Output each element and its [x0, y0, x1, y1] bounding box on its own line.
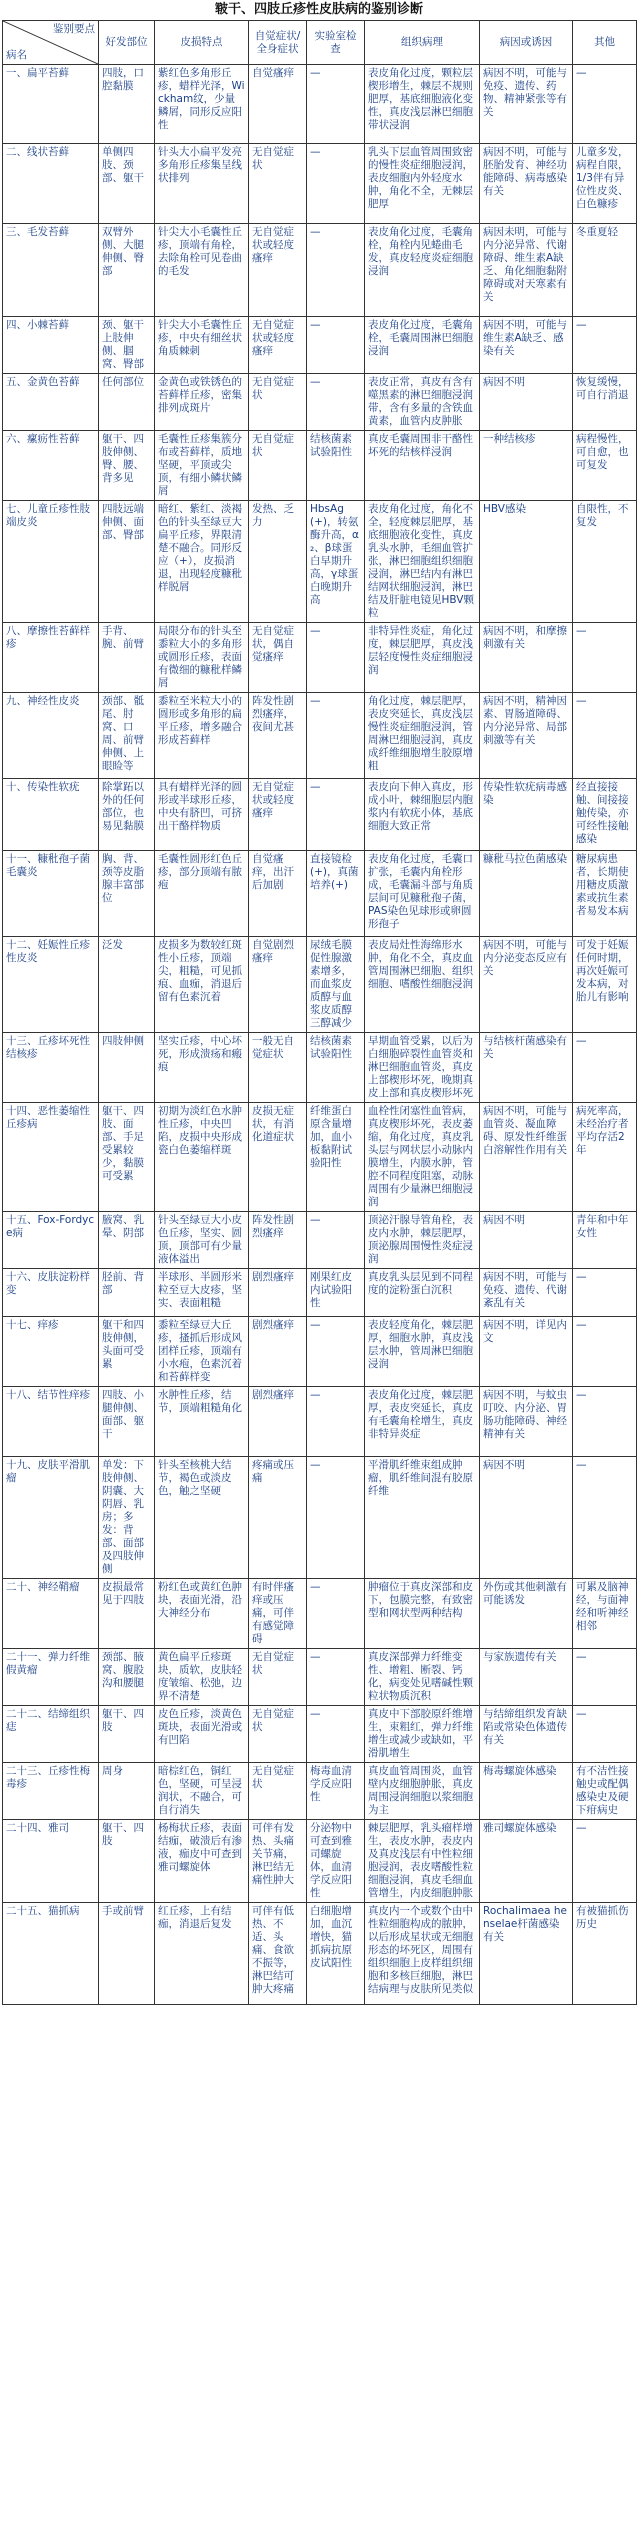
- cause-cell: 病因不明，与蚊虫叮咬、内分泌、胃肠功能障碍、神经精神有关: [480, 1387, 573, 1457]
- column-header: 皮损特点: [155, 21, 249, 65]
- table-row: [3, 1212, 637, 1269]
- cause-cell: 与结核杆菌感染有关: [480, 1033, 573, 1103]
- disease-name-cell: 二十三、丘疹性梅毒疹: [3, 1763, 99, 1820]
- other-cell: 儿童多发，病程自限，1/3伴有异位性皮炎、白色糠疹: [573, 144, 637, 224]
- lesion-cell: 暗红、紫红、淡褐色的针头至绿豆大扁平丘疹，界限清楚不融合。同形反应（+），皮损消退，出现轻度糠秕样脱屑: [155, 501, 249, 623]
- other-cell: —: [573, 1649, 637, 1706]
- pathology-cell: 表皮角化过度，棘层肥厚，表皮突延长，真皮有毛囊角栓增生，真皮非特异炎症: [365, 1387, 480, 1457]
- symptom-cell: 一般无自觉症状: [249, 1033, 307, 1103]
- disease-name-cell: 十六、皮肤淀粉样变: [3, 1269, 99, 1317]
- site-cell: 四肢伸侧: [99, 1033, 155, 1103]
- pathology-cell: 表皮角化过度，毛囊角栓，角栓内见蜷曲毛发，真皮轻度炎症细胞浸润: [365, 224, 480, 317]
- symptom-cell: 剧烈瘙痒: [249, 1317, 307, 1387]
- symptom-cell: 无自觉症状: [249, 1649, 307, 1706]
- cause-cell: 雅司螺旋体感染: [480, 1820, 573, 1903]
- table-row: [3, 144, 637, 224]
- pathology-cell: 乳头下层血管周围致密的慢性炎症细胞浸润，表皮细胞内外轻度水肿，角化不全，无棘层肥厚: [365, 144, 480, 224]
- symptom-cell: 无自觉症状，偶自觉瘙痒: [249, 623, 307, 693]
- disease-name-cell: 三、毛发苔藓: [3, 224, 99, 317]
- table-row: [3, 1103, 637, 1212]
- lesion-cell: 紫红色多角形丘疹，蜡样光泽，Wickham纹，少量鳞屑，同形反应阳性: [155, 65, 249, 144]
- cause-cell: 外伤或其他刺激有可能诱发: [480, 1579, 573, 1649]
- table-row: [3, 501, 637, 623]
- table-row: [3, 1820, 637, 1903]
- site-cell: 胫前、背部: [99, 1269, 155, 1317]
- pathology-cell: 真皮血管周围炎，血管壁内皮细胞肿胀，真皮周围浸润细胞以浆细胞为主: [365, 1763, 480, 1820]
- lab-cell: —: [307, 1212, 365, 1269]
- other-cell: 病程慢性，可自愈，也可复发: [573, 431, 637, 501]
- symptom-cell: 可伴有低热、不适、头痛、食欲不振等，淋巴结可肿大疼痛: [249, 1903, 307, 2005]
- site-cell: 胸、背、颈等皮脂腺丰富部位: [99, 851, 155, 937]
- cause-cell: 糠秕马拉色菌感染: [480, 851, 573, 937]
- lab-cell: 梅毒血清学反应阳性: [307, 1763, 365, 1820]
- table-row: [3, 1033, 637, 1103]
- cause-cell: 传染性软疣病毒感染: [480, 779, 573, 851]
- symptom-cell: 皮损无症状，有消化道症状: [249, 1103, 307, 1212]
- lesion-cell: 坚实丘疹，中心坏死，形成溃疡和瘢痕: [155, 1033, 249, 1103]
- other-cell: 有被猫抓伤历史: [573, 1903, 637, 2005]
- symptom-cell: 无自觉症状: [249, 144, 307, 224]
- disease-name-cell: 八、摩擦性苔藓样疹: [3, 623, 99, 693]
- lab-cell: 直接镜检(+)，真菌培养(+): [307, 851, 365, 937]
- table-row: [3, 1317, 637, 1387]
- cause-cell: 病因不明: [480, 1212, 573, 1269]
- pathology-cell: 表皮角化过度，角化不全，轻度棘层肥厚，基底细胞液化变性，真皮乳头水肿，毛细血管扩张，淋巴细胞组织细胞浸润，淋巴结内有淋巴结网状细胞浸润，淋巴结及肝脏电镜见HBV颗粒: [365, 501, 480, 623]
- other-cell: —: [573, 1387, 637, 1457]
- other-cell: —: [573, 693, 637, 779]
- lesion-cell: 初期为淡红色水肿性丘疹，中央凹陷，皮损中央形成瓷白色萎缩样斑: [155, 1103, 249, 1212]
- site-cell: 单侧四肢、颈部、躯干: [99, 144, 155, 224]
- other-cell: 恢复缓慢，可自行消退: [573, 374, 637, 431]
- document-title: 皲干、四肢丘疹性皮肤病的鉴别诊断: [214, 2, 423, 17]
- table-row: [3, 623, 637, 693]
- pathology-cell: 真皮中下部胶原纤维增生，束粗红，弹力纤维增生或减少或缺如，平滑肌增生: [365, 1706, 480, 1763]
- disease-name-cell: 十一、糠秕孢子菌毛囊炎: [3, 851, 99, 937]
- symptom-cell: 有时伴瘙痒或压痛，可伴有感觉障碍: [249, 1579, 307, 1649]
- disease-name-cell: 十二、妊娠性丘疹性皮炎: [3, 937, 99, 1033]
- disease-name-cell: 十九、皮肤平滑肌瘤: [3, 1457, 99, 1579]
- other-cell: 冬重夏轻: [573, 224, 637, 317]
- symptom-cell: 无自觉症状: [249, 374, 307, 431]
- cause-cell: HBV感染: [480, 501, 573, 623]
- disease-name-cell: 一、扁平苔藓: [3, 65, 99, 144]
- column-header: 好发部位: [99, 21, 155, 65]
- cause-cell: 一种结核疹: [480, 431, 573, 501]
- corner-header-cell: [3, 21, 99, 65]
- site-cell: 单发：下肢伸侧、阴囊、大阴唇、乳房；多发：背部、面部及四肢伸侧: [99, 1457, 155, 1579]
- symptom-cell: 无自觉症状或轻度瘙痒: [249, 224, 307, 317]
- lesion-cell: 红丘疹，上有结痂，消退后复发: [155, 1903, 249, 2005]
- table-row: [3, 431, 637, 501]
- cause-cell: 病因未明，可能与内分泌异常、代谢障碍、维生素A缺乏、角化细胞黏附障碍或对天寒素有关: [480, 224, 573, 317]
- lesion-cell: 黍粒至米粒大小的圆形或多角形的扁平丘疹，增多融合形成苔藓样: [155, 693, 249, 779]
- table-row: [3, 1269, 637, 1317]
- disease-name-cell: 十三、丘疹坏死性结核疹: [3, 1033, 99, 1103]
- lab-cell: —: [307, 693, 365, 779]
- lesion-cell: 针尖大小毛囊性丘疹，顶端有角栓，去除角栓可见卷曲的毛发: [155, 224, 249, 317]
- site-cell: 躯干、四肢、面部、手足受累较少，黏膜可受累: [99, 1103, 155, 1212]
- cause-cell: 病因不明，可能与胚胎发育、神经功能障碍、病毒感染有关: [480, 144, 573, 224]
- other-cell: —: [573, 1269, 637, 1317]
- pathology-cell: 平滑肌纤维束组成肿瘤，肌纤维间混有胶原纤维: [365, 1457, 480, 1579]
- table-row: [3, 317, 637, 374]
- symptom-cell: 剧烈瘙痒: [249, 1387, 307, 1457]
- pathology-cell: 表皮角化过度，颗粒层楔形增生，棘层不规则肥厚，基底细胞液化变性，真皮浅层淋巴细胞带状浸润: [365, 65, 480, 144]
- other-cell: 可发于妊娠任何时期，再次妊娠可发本病，对胎儿有影响: [573, 937, 637, 1033]
- lab-cell: 结核菌素试验阳性: [307, 1033, 365, 1103]
- symptom-cell: 可伴有发热、头痛关节痛，淋巴结无痛性肿大: [249, 1820, 307, 1903]
- lesion-cell: 针头至核桃大结节，褐色或淡皮色，触之坚硬: [155, 1457, 249, 1579]
- column-header: 实验室检查: [307, 21, 365, 65]
- lesion-cell: 黄色扁平丘疹斑块，质软，皮肤轻度皱缩、松弛，边界不清楚: [155, 1649, 249, 1706]
- table-row: [3, 1387, 637, 1457]
- other-cell: 糖尿病患者，长期使用糖皮质激素或抗生素者易发本病: [573, 851, 637, 937]
- lab-cell: —: [307, 779, 365, 851]
- lab-cell: 尿绒毛膜促性腺激素增多，而血浆皮质醇与血浆皮质醇三醇减少: [307, 937, 365, 1033]
- cause-cell: 病因不明，可能与维生素A缺乏、感染有关: [480, 317, 573, 374]
- differential-diagnosis-table: [2, 20, 637, 2005]
- lesion-cell: 针头大小扁平发亮多角形丘疹集呈线状排列: [155, 144, 249, 224]
- lesion-cell: 局限分布的针头至黍粒大小的多角形或圆形丘疹，表面有微细的糠秕样鳞屑: [155, 623, 249, 693]
- lab-cell: HbsAg(+)，转氨酶升高，α₂、β球蛋白早期升高，γ球蛋白晚期升高: [307, 501, 365, 623]
- lesion-cell: 暗棕红色，铜红色，坚硬，可呈浸润状，不融合，可自行消失: [155, 1763, 249, 1820]
- lab-cell: 纤维蛋白原含量增加，血小板黏附试验阳性: [307, 1103, 365, 1212]
- symptom-cell: 发热、乏力: [249, 501, 307, 623]
- site-cell: 任何部位: [99, 374, 155, 431]
- symptom-cell: 阵发性剧烈瘙痒，夜间尤甚: [249, 693, 307, 779]
- table-row: [3, 1706, 637, 1763]
- other-cell: —: [573, 623, 637, 693]
- lesion-cell: 半球形、半圆形米粒至豆大皮疹，坚实、表面粗糙: [155, 1269, 249, 1317]
- site-cell: 颈部、骶尾、肘窝、口周、前臂伸侧、上眼睑等: [99, 693, 155, 779]
- lab-cell: 结核菌素试验阳性: [307, 431, 365, 501]
- site-cell: 腋窝、乳晕、阴部: [99, 1212, 155, 1269]
- lab-cell: —: [307, 1579, 365, 1649]
- lab-cell: 刚果红皮内试验阳性: [307, 1269, 365, 1317]
- table-row: [3, 937, 637, 1033]
- site-cell: 皮损最常见于四肢: [99, 1579, 155, 1649]
- column-header: 病因或诱因: [480, 21, 573, 65]
- other-cell: —: [573, 317, 637, 374]
- lesion-cell: 金黄色或铁锈色的苔藓样丘疹，密集排列成斑片: [155, 374, 249, 431]
- cause-cell: 与家族遗传有关: [480, 1649, 573, 1706]
- symptom-cell: 无自觉症状: [249, 1706, 307, 1763]
- table-row: [3, 1903, 637, 2005]
- pathology-cell: 真皮乳头层见到不同程度的淀粉蛋白沉积: [365, 1269, 480, 1317]
- site-cell: 四肢，口腔黏膜: [99, 65, 155, 144]
- disease-name-cell: 十四、恶性萎缩性丘疹病: [3, 1103, 99, 1212]
- lesion-cell: 水肿性丘疹，结节，顶端粗糙角化: [155, 1387, 249, 1457]
- pathology-cell: 棘层肥厚，乳头瘤样增生，表皮水肿，表皮内及真皮浅层有中性粒细胞浸润，表皮嗜酸性粒细胞浸润，真皮毛细血管增生，内皮细胞肿胀: [365, 1820, 480, 1903]
- pathology-cell: 真皮毛囊周围非干酪性坏死的结核样浸润: [365, 431, 480, 501]
- table-row: [3, 779, 637, 851]
- table-body: [3, 65, 637, 2005]
- other-cell: 自限性，不复发: [573, 501, 637, 623]
- pathology-cell: 表皮正常，真皮有含有噬黑素的淋巴细胞浸润带，含有多量的含铁血黄素，血管内皮肿胀: [365, 374, 480, 431]
- pathology-cell: 顶泌汗腺导管角栓，表皮内水肿，棘层肥厚，顶泌腺周围慢性炎症浸润: [365, 1212, 480, 1269]
- pathology-cell: 真皮深部弹力纤维变性、增粗、断裂、钙化，病变处见嗜碱性颗粒状物质沉积: [365, 1649, 480, 1706]
- lab-cell: —: [307, 1387, 365, 1457]
- header-row: [3, 21, 637, 65]
- other-cell: 有不洁性接触史或配偶感染史及硬下疳病史: [573, 1763, 637, 1820]
- disease-name-cell: 十、传染性软疣: [3, 779, 99, 851]
- table-row: [3, 374, 637, 431]
- site-cell: 四肢远端伸侧、面部、臀部: [99, 501, 155, 623]
- site-cell: 手背、腕、前臂: [99, 623, 155, 693]
- symptom-cell: 自觉瘙痒: [249, 65, 307, 144]
- cause-cell: 病因不明，可能与血管炎、凝血障碍、原发性纤维蛋白溶解性作用有关: [480, 1103, 573, 1212]
- symptom-cell: 自觉剧烈瘙痒: [249, 937, 307, 1033]
- cause-cell: 梅毒螺旋体感染: [480, 1763, 573, 1820]
- disease-name-cell: 二十二、结缔组织痣: [3, 1706, 99, 1763]
- site-cell: 躯干和四肢伸侧，头面可受累: [99, 1317, 155, 1387]
- disease-name-cell: 十五、Fox-Fordyce病: [3, 1212, 99, 1269]
- cause-cell: 病因不明: [480, 1457, 573, 1579]
- lesion-cell: 针尖大小毛囊性丘疹，中央有细丝状角质棘刺: [155, 317, 249, 374]
- other-cell: 病死率高，未经治疗者平均存活2年: [573, 1103, 637, 1212]
- pathology-cell: 非特异性炎症，角化过度，棘层肥厚，真皮浅层轻度慢性炎症细胞浸润: [365, 623, 480, 693]
- site-cell: 颈、躯干上肢伸侧、腘窝、臀部: [99, 317, 155, 374]
- table-row: [3, 693, 637, 779]
- site-cell: 躯干、四肢: [99, 1706, 155, 1763]
- lesion-cell: 毛囊性丘疹集簇分布或苔藓样，质地坚硬，平顶或尖顶，有细小鳞状鳞屑: [155, 431, 249, 501]
- pathology-cell: 血栓性闭塞性血管病，真皮楔形坏死，表皮萎缩，角化过度，真皮乳头层与网状层小动脉内膜增生，内膜水肿，管腔不同程度阻塞，动脉周围有少量淋巴细胞浸润: [365, 1103, 480, 1212]
- lab-cell: —: [307, 1706, 365, 1763]
- lesion-cell: 皮色丘疹，淡黄色斑块，表面光滑或有凹陷: [155, 1706, 249, 1763]
- lesion-cell: 针头至绿豆大小皮色丘疹，坚实、圆顶，顶部可有少量液体溢出: [155, 1212, 249, 1269]
- pathology-cell: 表皮向下伸入真皮，形成小叶，棘细胞层内胞浆内有软疣小体，基底细胞大致正常: [365, 779, 480, 851]
- lab-cell: —: [307, 623, 365, 693]
- lesion-cell: 皮损多为数较红斑性小丘疹，顶端尖，粗糙，可见抓痕、血痂，消退后留有色素沉着: [155, 937, 249, 1033]
- other-cell: —: [573, 1317, 637, 1387]
- site-cell: 泛发: [99, 937, 155, 1033]
- lab-cell: —: [307, 144, 365, 224]
- other-cell: 青年和中年女性: [573, 1212, 637, 1269]
- lab-cell: —: [307, 65, 365, 144]
- corner-label-criteria: 鉴别要点: [53, 23, 95, 35]
- pathology-cell: 表皮局灶性海绵形水肿，角化不全，真皮血管周围淋巴细胞、组织细胞、嗜酸性细胞浸润: [365, 937, 480, 1033]
- pathology-cell: 表皮角化过度，毛囊口扩张，毛囊内角栓形成，毛囊漏斗部与角质层间可见糠秕孢子菌，PAS染色见球形或卵圆形孢子: [365, 851, 480, 937]
- cause-cell: 病因不明: [480, 374, 573, 431]
- table-row: [3, 224, 637, 317]
- lab-cell: —: [307, 1457, 365, 1579]
- disease-name-cell: 十八、结节性痒疹: [3, 1387, 99, 1457]
- other-cell: —: [573, 1457, 637, 1579]
- pathology-cell: 肿瘤位于真皮深部和皮下，包膜完整，有致密型和网状型两种结构: [365, 1579, 480, 1649]
- cause-cell: 病因不明，和摩擦刺激有关: [480, 623, 573, 693]
- corner-label-disease: 病名: [6, 49, 27, 61]
- cause-cell: 病因不明，可能与内分泌变态反应有关: [480, 937, 573, 1033]
- symptom-cell: 无自觉症状或轻度瘙痒: [249, 317, 307, 374]
- site-cell: 除掌跖以外的任何部位，也易见黏膜: [99, 779, 155, 851]
- disease-name-cell: 七、儿童丘疹性肢端皮炎: [3, 501, 99, 623]
- disease-name-cell: 二十四、雅司: [3, 1820, 99, 1903]
- cause-cell: 与结缔组织发育缺陷或常染色体遗传有关: [480, 1706, 573, 1763]
- column-header: 组织病理: [365, 21, 480, 65]
- other-cell: 经直接接触、间接接触传染，亦可经性接触感染: [573, 779, 637, 851]
- symptom-cell: 自觉瘙痒，出汗后加剧: [249, 851, 307, 937]
- site-cell: 颈部、腋窝、腹股沟和腰腿: [99, 1649, 155, 1706]
- other-cell: 可累及脑神经，与面神经和听神经相邻: [573, 1579, 637, 1649]
- lesion-cell: 具有蜡样光泽的圆形或半球形丘疹，中央有脐凹，可挤出干酪样物质: [155, 779, 249, 851]
- other-cell: —: [573, 1820, 637, 1903]
- site-cell: 周身: [99, 1763, 155, 1820]
- lab-cell: 白细胞增加，血沉增快，猫抓病抗原皮试阳性: [307, 1903, 365, 2005]
- lab-cell: —: [307, 374, 365, 431]
- lab-cell: —: [307, 1649, 365, 1706]
- cause-cell: 病因不明，可能与免疫、遗传、药物、精神紧张等有关: [480, 65, 573, 144]
- pathology-cell: 表皮角化过度，毛囊角栓，毛囊周围淋巴细胞浸润: [365, 317, 480, 374]
- table-row: [3, 65, 637, 144]
- lab-cell: —: [307, 1317, 365, 1387]
- lesion-cell: 粉红色或黄红色肿块，表面光滑，沿大神经分布: [155, 1579, 249, 1649]
- cause-cell: 病因不明，可能与免疫、遗传、代谢紊乱有关: [480, 1269, 573, 1317]
- disease-name-cell: 二十一、弹力纤维假黄瘤: [3, 1649, 99, 1706]
- other-cell: —: [573, 65, 637, 144]
- lesion-cell: 黍粒至绿豆大丘疹，搔抓后形成风团样丘疹，顶端有小水疱，色素沉着和苔藓样变: [155, 1317, 249, 1387]
- disease-name-cell: 五、金黄色苔藓: [3, 374, 99, 431]
- lab-cell: —: [307, 224, 365, 317]
- other-cell: —: [573, 1033, 637, 1103]
- table-row: [3, 851, 637, 937]
- disease-name-cell: 四、小棘苔藓: [3, 317, 99, 374]
- pathology-cell: 表皮轻度角化，棘层肥厚，细胞水肿，真皮浅层水肿，管周淋巴细胞浸润: [365, 1317, 480, 1387]
- table-row: [3, 1763, 637, 1820]
- lesion-cell: 毛囊性圆形红色丘疹，部分顶端有脓疱: [155, 851, 249, 937]
- lab-cell: 分泌物中可查到雅司螺旋体，血清学反应阳性: [307, 1820, 365, 1903]
- table-row: [3, 1579, 637, 1649]
- column-header: 其他: [573, 21, 637, 65]
- symptom-cell: 阵发性剧烈瘙痒: [249, 1212, 307, 1269]
- disease-name-cell: 二十、神经鞘瘤: [3, 1579, 99, 1649]
- cause-cell: Rochalimaea henselae杆菌感染有关: [480, 1903, 573, 2005]
- table-row: [3, 1649, 637, 1706]
- symptom-cell: 无自觉症状或轻度瘙痒: [249, 779, 307, 851]
- site-cell: 四肢、小腿伸侧、面部、躯干: [99, 1387, 155, 1457]
- other-cell: —: [573, 1706, 637, 1763]
- site-cell: 躯干、四肢: [99, 1820, 155, 1903]
- pathology-cell: 角化过度，棘层肥厚，表皮突延长，真皮浅层慢性炎症细胞浸润，管周淋巴细胞浸润，真皮成纤维细胞增生胶原增粗: [365, 693, 480, 779]
- site-cell: 手或前臂: [99, 1903, 155, 2005]
- column-header: 自觉症状/全身症状: [249, 21, 307, 65]
- disease-name-cell: 十七、痒疹: [3, 1317, 99, 1387]
- disease-name-cell: 二十五、猫抓病: [3, 1903, 99, 2005]
- symptom-cell: 疼痛或压痛: [249, 1457, 307, 1579]
- disease-name-cell: 九、神经性皮炎: [3, 693, 99, 779]
- lesion-cell: 杨梅状丘疹，表面结痂，破溃后有渗液，痂皮中可查到雅司螺旋体: [155, 1820, 249, 1903]
- cause-cell: 病因不明，详见内文: [480, 1317, 573, 1387]
- site-cell: 双臂外侧、大腿伸侧、臀部: [99, 224, 155, 317]
- disease-name-cell: 六、瘰疬性苔藓: [3, 431, 99, 501]
- cause-cell: 病因不明，精神因素、胃肠道障碍、内分泌异常、局部刺激等有关: [480, 693, 573, 779]
- pathology-cell: 真皮内一个或数个由中性粒细胞构成的脓肿，以后形成星状或无细胞形态的坏死区，周围有组织细胞上皮样组织细胞和多核巨细胞，淋巴结病理与皮肤所见类似: [365, 1903, 480, 2005]
- document: [2, 0, 636, 2005]
- table-row: [3, 1457, 637, 1579]
- symptom-cell: 无自觉症状: [249, 1763, 307, 1820]
- lab-cell: —: [307, 317, 365, 374]
- site-cell: 躯干、四肢伸侧、臀、腰、背多见: [99, 431, 155, 501]
- disease-name-cell: 二、线状苔藓: [3, 144, 99, 224]
- symptom-cell: 剧烈瘙痒: [249, 1269, 307, 1317]
- symptom-cell: 无自觉症状: [249, 431, 307, 501]
- pathology-cell: 早期血管受累，以后为白细胞碎裂性血管炎和淋巴细胞血管炎，真皮上部楔形坏死，晚期真皮上部和真皮楔形坏死: [365, 1033, 480, 1103]
